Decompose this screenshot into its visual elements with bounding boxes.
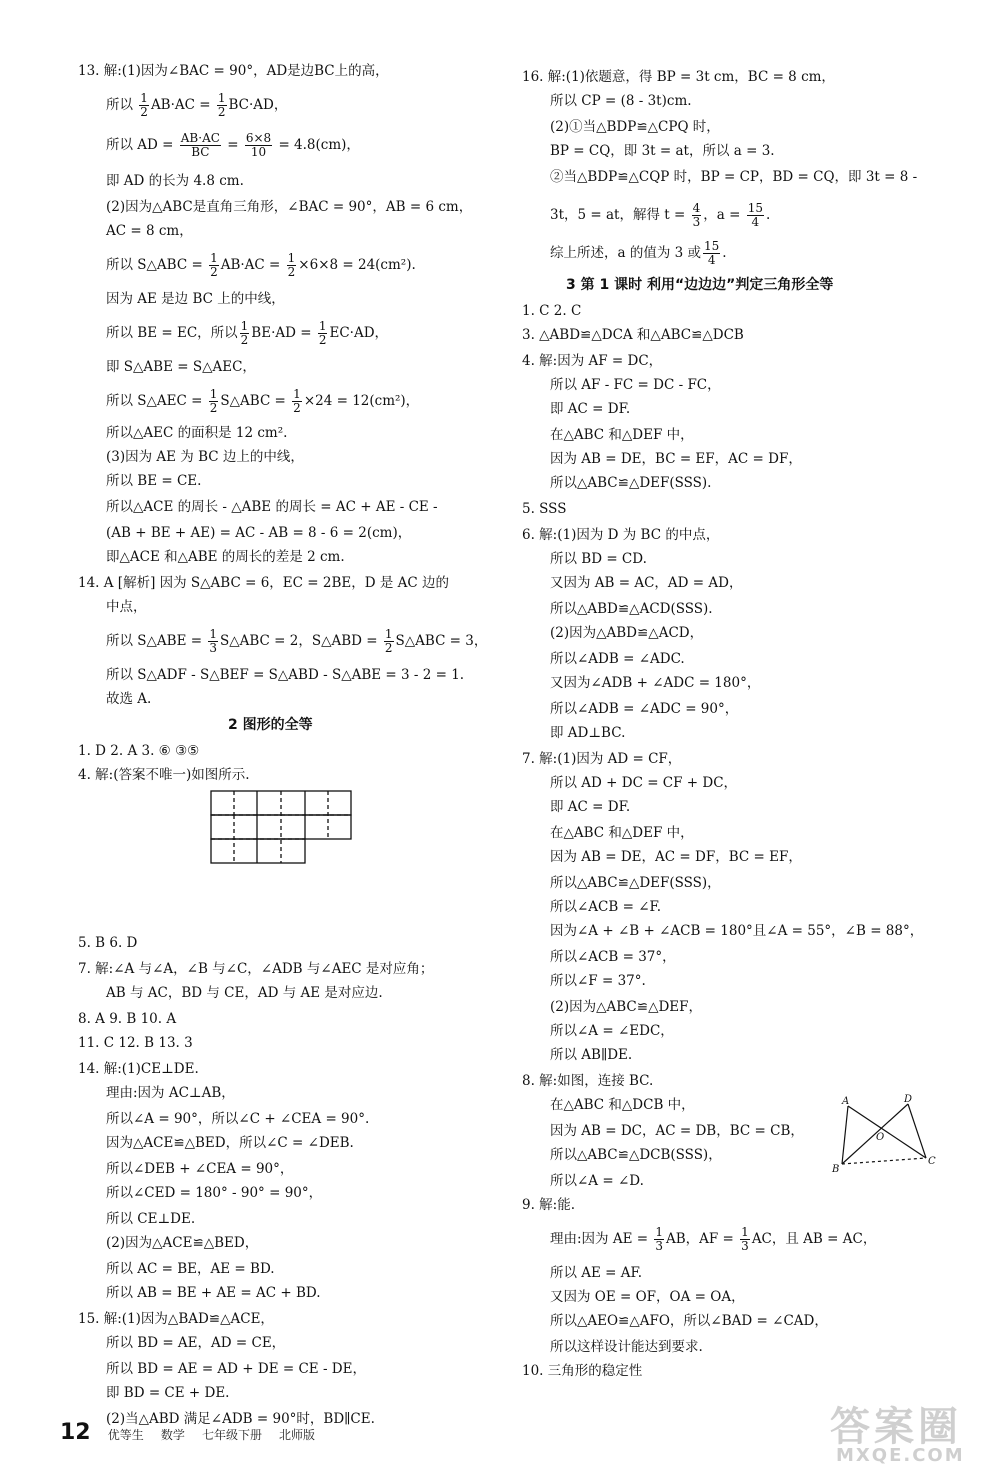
answer-line [550,1022,674,1040]
text-segment: 4. 解:(答案不唯一)如图所示. [78,767,250,783]
text-segment: 综上所述，a 的值为 3 或 [550,245,702,261]
text-segment: 所以 AC = BE，AE = BD. [106,1261,275,1277]
answer-line [106,1110,369,1128]
text-segment: 即 AD⊥BC. [550,725,626,741]
text-segment: 所以 BD = AE，AD = CE， [106,1335,286,1351]
text-segment: AB，AF = [665,1231,739,1247]
answer-line [550,774,737,792]
text-segment: ×6×8 = 24(cm²). [298,257,416,273]
text-segment: 因为△ACE≌△BED，所以∠C = ∠DEB. [106,1135,354,1151]
fraction-denominator: 4 [751,215,760,229]
answer-line [550,948,676,966]
label-a: A [842,1096,850,1107]
text-segment: (AB + BE + AE) = AC - AB = 8 - 6 = 2(cm)， [106,525,412,541]
text-segment: EC·AD， [329,325,389,341]
answer-line [106,548,345,566]
answer-line [78,62,389,80]
answer-line [550,450,802,468]
text-segment: (2)因为△ACE≌△BED， [106,1235,259,1251]
answer-line [550,674,760,692]
answer-line [106,1360,366,1378]
text-segment: 所以 AE = AF. [550,1265,643,1281]
answer-line [106,172,244,190]
fraction [217,92,227,119]
text-segment: 9. 解:能. [522,1197,576,1213]
answer-line [550,700,738,718]
answer-line [550,1172,644,1190]
answer-line [78,934,137,952]
text-segment: 因为 AB = DE，AC = DF，BC = EF， [550,849,802,865]
fraction-numerator: 1 [240,319,249,333]
label-o: O [876,1132,885,1143]
text-segment: S△ABC = 2，S△ABD = [219,633,382,649]
answer-line [550,376,721,394]
fraction [318,320,328,347]
text-segment: 理由:因为 AE = [550,1231,653,1247]
text-segment: 3. △ABD≌△DCA 和△ABC≌△DCB [522,327,744,343]
text-segment: 所以∠A = ∠EDC， [550,1023,674,1039]
text-segment: 3t，5 = at，解得 t = [550,207,690,223]
answer-line [106,666,464,684]
text-segment: BE·AD = [251,325,316,341]
text-segment: 8. A 9. B 10. A [78,1011,177,1027]
answer-line [106,598,147,616]
text-segment: 在△ABC 和△DCB 中， [550,1097,695,1113]
answer-line [78,1060,199,1078]
text-segment: (2)因为△ABD≌△ACD， [550,625,704,641]
text-segment: AC = 8 cm， [106,223,193,239]
answer-line [106,132,360,159]
fraction-denominator: 2 [384,641,393,655]
text-segment: = [222,137,243,153]
answer-line [106,1160,293,1178]
text-segment: 所以△ABD≌△ACD(SSS). [550,601,713,617]
text-segment: 又因为 OE = OF，OA = OA， [550,1289,745,1305]
fraction-denominator: 3 [209,641,217,655]
text-segment: 所以 BE = CE. [106,473,202,489]
text-segment: 所以这样设计能达到要求. [550,1339,703,1355]
fraction-denominator: 2 [209,401,218,415]
fraction [208,628,218,655]
answer-line [550,848,802,866]
answer-line [106,424,287,442]
text-segment: 因为 AE 是边 BC 上的中线， [106,291,285,307]
text-segment: 所以 AB = BE + AE = AC + BD. [106,1285,321,1301]
answer-line [550,600,713,618]
answer-line [78,1010,176,1028]
answer-line [78,766,250,784]
text-segment: 故选 A. [106,691,152,707]
text-segment: (2)①当△BDP≌△CPQ 时， [550,119,720,135]
fraction-numerator: 1 [384,627,393,641]
fraction-denominator: 2 [210,265,218,279]
answer-line [550,972,646,990]
fraction [654,1226,664,1253]
answer-line [550,474,711,492]
fraction-denominator: 2 [287,265,296,279]
section-title [228,716,313,734]
text-segment: S△ABC = 3， [395,633,488,649]
text-segment: . [722,245,727,261]
answer-line [550,724,625,742]
text-segment: 3 第 1 课时 利用“边边边”判定三角形全等 [566,277,834,293]
answer-line [106,1234,258,1252]
answer-line [522,1072,653,1090]
answer-line [550,240,727,267]
text-segment: 所以∠CED = 180° - 90° = 90°， [106,1185,323,1201]
text-segment: AB·AC = [220,257,285,273]
text-segment: 5. SSS [522,501,567,517]
text-segment: 因为 AB = DC，AC = DB，BC = CB， [550,1123,804,1139]
text-segment: 所以△ABC≌△DEF(SSS)， [550,875,721,891]
watermark [800,1395,990,1470]
text-segment: 13. 解:(1)因为∠BAC = 90°，AD是边BC上的高， [78,63,389,79]
answer-line [106,1334,285,1352]
fraction [139,92,149,119]
text-segment: 所以 BD = AE = AD + DE = CE - DE， [106,1361,366,1377]
fraction-numerator: 1 [210,251,218,265]
text-segment: 10. 三角形的稳定性 [522,1363,643,1379]
answer-line [78,1310,274,1328]
text-segment: 理由:因为 AC⊥AB， [106,1085,235,1101]
footer-series: 优等生 [107,1428,144,1442]
text-segment: = 4.8(cm)， [274,137,360,153]
text-segment: 即 AD 的长为 4.8 cm. [106,173,244,189]
answer-line [550,118,720,136]
text-segment: 所以∠A = ∠D. [550,1173,644,1189]
answer-line [106,92,287,119]
text-segment: 因为 AB = DE，BC = EF，AC = DF， [550,451,802,467]
fraction-numerator: 1 [287,251,296,265]
geometry-figure [830,1092,940,1172]
answer-line [78,960,433,978]
answer-line [106,1134,354,1152]
text-segment: 所以△ABC≌△DCB(SSS)， [550,1147,722,1163]
text-segment: 1. C 2. C [522,303,582,319]
answer-line [106,472,201,490]
page-footer [60,1420,315,1445]
answer-line [522,526,719,544]
text-segment: 又因为∠ADB + ∠ADC = 180°， [550,675,761,691]
text-segment: 所以 AD = [106,137,178,153]
text-segment: ②当△BDP≌△CQP 时，BP = CP，BD = CQ，即 3t = 8 - [550,169,918,185]
answer-line [550,798,630,816]
text-segment: 又因为 AB = AC，AD = AD， [550,575,743,591]
text-segment: S△ABC = [220,393,291,409]
text-segment: 所以 S△ABE = [106,633,207,649]
section-title [566,276,833,294]
answer-line [550,168,917,186]
fraction [287,252,297,279]
text-segment: 所以 S△ABC = [106,257,208,273]
footer-subject: 数学 [160,1428,185,1442]
answer-line [550,202,770,229]
answer-line [550,922,923,940]
text-segment: 所以 BD = CD. [550,551,647,567]
text-segment: 14. A [解析] 因为 S△ABC = 6，EC = 2BE，D 是 AC 边的 [78,575,449,591]
label-c: C [928,1156,936,1167]
fraction-numerator: 1 [318,319,327,333]
answer-line [550,1122,804,1140]
fraction-denominator: 10 [250,145,267,159]
answer-line [106,448,304,466]
segment-bc [842,1158,926,1164]
text-segment: 即△ACE 和△ABE 的周长的差是 2 cm. [106,549,345,565]
text-segment: 11. C 12. B 13. 3 [78,1035,193,1051]
footer-grade: 七年级下册 [201,1428,262,1442]
fraction-numerator: 15 [747,201,763,215]
fraction [747,202,764,229]
answer-line [550,1338,703,1356]
answer-line [550,650,685,668]
text-segment: 所以△ACE 的周长 - △ABE 的周长 = AC + AE - CE - [106,499,438,515]
text-segment: 中点， [106,599,147,615]
text-segment: 2 图形的全等 [228,717,313,733]
answer-line [550,1046,632,1064]
answer-line [550,1288,745,1306]
fraction-denominator: 2 [140,105,148,119]
fraction-denominator: 3 [741,1239,749,1253]
segment-ac [848,1106,926,1158]
answer-line [106,690,151,708]
text-segment: 14. 解:(1)CE⊥DE. [78,1061,199,1077]
text-segment: (2)因为△ABC是直角三角形，∠BAC = 90°，AB = 6 cm， [106,199,473,215]
answer-line [550,824,694,842]
answer-line [78,1034,193,1052]
text-segment: 所以∠ACB = 37°， [550,949,676,965]
text-segment: 所以 AF - FC = DC - FC， [550,377,721,393]
text-segment: 所以 AD + DC = CF + DC， [550,775,738,791]
fraction-numerator: 15 [704,239,720,253]
page-number: 12 [60,1420,91,1445]
answer-line [106,1084,235,1102]
answer-line [522,326,744,344]
text-segment: 8. 解:如图，连接 BC. [522,1073,654,1089]
text-segment: 所以△ABC≌△DEF(SSS). [550,475,712,491]
fraction-denominator: 4 [707,253,716,267]
text-segment: 即 BD = CE + DE. [106,1385,230,1401]
segment-ab [842,1106,848,1164]
text-segment: 5. B 6. D [78,935,138,951]
fraction-denominator: 3 [692,215,701,229]
fraction [740,1226,750,1253]
text-segment: AB 与 AC，BD 与 CE，AD 与 AE 是对应边. [106,985,383,1001]
answer-line [550,550,647,568]
fraction-numerator: 6×8 [245,131,272,145]
answer-line [106,252,416,279]
text-segment: 所以 S△ADF - S△BEF = S△ABD - S△ABE = 3 - 2 = 1. [106,667,465,683]
segment-db [842,1104,908,1164]
text-segment: 所以 CE⊥DE. [106,1211,196,1227]
fraction [180,132,221,159]
text-segment: 所以△AEC 的面积是 12 cm². [106,425,288,441]
fraction-numerator: 1 [741,1225,749,1239]
text-segment: 所以 BE = EC，所以 [106,325,238,341]
fraction-denominator: 2 [240,333,249,347]
fraction [692,202,702,229]
label-d: D [904,1094,913,1105]
fraction-numerator: 1 [655,1225,663,1239]
answer-line [522,68,835,86]
text-segment: 所以△AEO≌△AFO，所以∠BAD = ∠CAD， [550,1313,828,1329]
text-segment: 7. 解:∠A 与∠A，∠B 与∠C，∠ADB 与∠AEC 是对应角； [78,961,434,977]
fraction [209,388,219,415]
text-segment: 16. 解:(1)依题意，得 BP = 3t cm，BC = 8 cm， [522,69,835,85]
answer-line [550,898,661,916]
fraction [245,132,272,159]
answer-line [106,1260,275,1278]
answer-line [106,1184,322,1202]
fraction-denominator: 2 [318,333,327,347]
answer-line [522,500,566,518]
text-segment: 所以 CP = (8 - 3t)cm. [550,93,692,109]
fraction-numerator: 1 [140,91,148,105]
text-segment: AC，且 AB = AC， [751,1231,877,1247]
text-segment: 所以∠DEB + ∠CEA = 90°， [106,1161,294,1177]
answer-line [550,92,692,110]
fraction-denominator: 2 [217,105,226,119]
net-bottom-row [211,839,305,863]
text-segment: ×24 = 12(cm²)， [303,393,420,409]
answer-line [550,1096,695,1114]
answer-line [522,352,662,370]
fraction-denominator: BC [191,145,210,159]
fraction [209,252,219,279]
answer-line [550,400,630,418]
answer-line [550,1226,876,1253]
text-segment: BC·AD， [228,97,288,113]
answer-line [106,222,193,240]
text-segment: 所以∠F = 37°. [550,973,646,989]
answer-line [522,750,681,768]
answer-line [550,1312,828,1330]
answer-line [550,1146,722,1164]
text-segment: 所以∠A = 90°，所以∠C + ∠CEA = 90°. [106,1111,370,1127]
text-segment: 7. 解:(1)因为 AD = CF， [522,751,682,767]
fraction-numerator: 1 [209,627,217,641]
answer-line [106,628,487,655]
fraction-numerator: 4 [692,201,701,215]
text-segment: 15. 解:(1)因为△BAD≌△ACE， [78,1311,274,1327]
answer-line [106,290,285,308]
answer-line [106,524,411,542]
text-segment: 因为∠A + ∠B + ∠ACB = 180°且∠A = 55°，∠B = 88°， [550,923,924,939]
text-segment: . [765,207,771,223]
answer-line [78,742,199,760]
answer-line [78,574,449,592]
answer-line [522,1196,575,1214]
text-segment: 所以∠ADB = ∠ADC = 90°， [550,701,739,717]
label-b: B [832,1164,840,1172]
answer-line [106,320,388,347]
fraction-numerator: 1 [293,387,301,401]
fraction-numerator: AB·AC [180,131,220,145]
answer-line [106,1284,321,1302]
fraction [384,628,394,655]
answer-line [522,1362,642,1380]
answer-line [550,426,694,444]
answer-line [106,388,419,415]
text-segment: 6. 解:(1)因为 D 为 BC 的中点， [522,527,720,543]
answer-line [106,984,383,1002]
answer-line [550,574,742,592]
text-segment: 即 AC = DF. [550,799,631,815]
text-segment: 所以∠ACB = ∠F. [550,899,662,915]
fraction-denominator: 2 [293,401,301,415]
watermark-logo-text: 答案圈 [830,1404,962,1450]
text-segment: 在△ABC 和△DEF 中， [550,427,694,443]
footer-edition: 北师版 [279,1428,316,1442]
answer-line [106,198,472,216]
text-segment: (2)当△ABD 满足∠ADB = 90°时，BD∥CE. [106,1411,375,1427]
text-segment: 4. 解:因为 AF = DC， [522,353,663,369]
fraction [240,320,250,347]
answer-line [106,498,438,516]
text-segment: 所以 AB∥DE. [550,1047,633,1063]
fraction-denominator: 3 [655,1239,663,1253]
fraction [292,388,302,415]
watermark-url: MXQE.COM [836,1445,965,1466]
answer-line [550,998,702,1016]
fraction-numerator: 1 [217,91,226,105]
answer-line [106,358,256,376]
text-segment: 所以 S△AEC = [106,393,207,409]
text-segment: 在△ABC 和△DEF 中， [550,825,694,841]
answer-line [550,874,721,892]
fraction [703,240,720,267]
answer-line [550,142,775,160]
answer-line [106,1384,229,1402]
answer-line [550,624,703,642]
text-segment: 即 AC = DF. [550,401,631,417]
fraction-numerator: 1 [209,387,218,401]
text-segment: ，a = [703,207,745,223]
net-figure [210,790,355,865]
text-segment: 所以 [106,97,138,113]
text-segment: 所以∠ADB = ∠ADC. [550,651,685,667]
text-segment: AB·AC = [150,97,215,113]
answer-line [522,302,581,320]
text-segment: 即 S△ABE = S△AEC， [106,359,256,375]
segment-dc [908,1104,926,1158]
answer-line [106,1210,195,1228]
text-segment: 1. D 2. A 3. ⑥ ③⑤ [78,743,200,759]
answer-line [550,1264,642,1282]
text-segment: (2)因为△ABC≌△DEF， [550,999,702,1015]
text-segment: (3)因为 AE 为 BC 边上的中线， [106,449,304,465]
text-segment: BP = CQ，即 3t = at，所以 a = 3. [550,143,775,159]
